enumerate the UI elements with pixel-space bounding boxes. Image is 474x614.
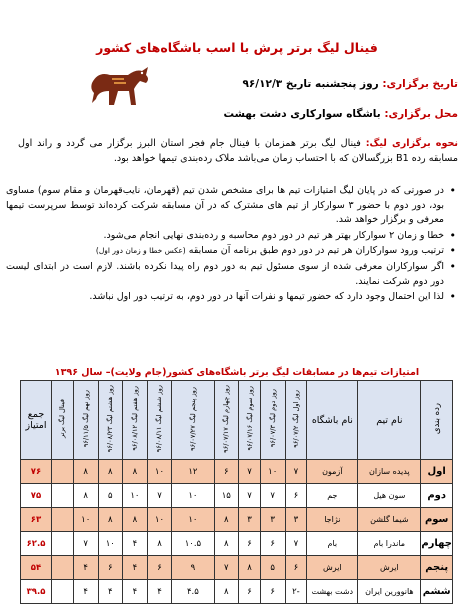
header-club: نام باشگاه [307, 381, 358, 460]
cell-round: ۴ [147, 580, 172, 604]
header-round-3: روز سوم لیگ ۹۶/۰۷/۱۶ [239, 381, 261, 460]
cell-round: ۶ [260, 532, 285, 556]
rules-list [6, 184, 458, 306]
cell-final [52, 556, 74, 580]
cell-round: ۱۰ [260, 460, 285, 484]
cell-final [52, 484, 74, 508]
header-round-6: روز ششم لیگ ۹۶/۰۸/۱۱ [147, 381, 172, 460]
header-round-1: روز اول لیگ ۹۶/۰۷/۲ [285, 381, 307, 460]
cell-round: ۴ [123, 556, 148, 580]
cell-round: ۴ [123, 532, 148, 556]
event-date [242, 78, 458, 90]
cell-team: ایرش [358, 556, 421, 580]
cell-team: ماندرا بام [358, 532, 421, 556]
cell-round: ۳ [285, 508, 307, 532]
cell-team: هانوورین ایران [358, 580, 421, 604]
cell-round: ۱۰ [147, 460, 172, 484]
cell-round: ۸ [214, 532, 239, 556]
cell-round: ۸ [98, 508, 123, 532]
header-round-2: روز دوم لیگ ۹۶/۰۷/۳ [260, 381, 285, 460]
cell-round: ۶ [98, 556, 123, 580]
cell-rank: سوم [421, 508, 453, 532]
cell-rank: ششم [421, 580, 453, 604]
document-title: فینال لیگ برتر پرش با اسب باشگاه‌های کشور [96, 40, 378, 55]
cell-total: ۶۳ [21, 508, 52, 532]
cell-round: ۸ [214, 580, 239, 604]
event-date-value: روز پنجشنبه تاریخ ۹۶/۱۲/۳ [242, 78, 379, 90]
event-venue-value: باشگاه سوارکاری دشت بهشت [223, 108, 381, 120]
table-row [21, 460, 453, 484]
table-row [21, 556, 453, 580]
cell-final [52, 532, 74, 556]
cell-round: ۴ [123, 580, 148, 604]
cell-round: ۶ [285, 484, 307, 508]
cell-team: شیما گلشن [358, 508, 421, 532]
cell-round: ۸ [147, 532, 172, 556]
cell-round: ۸ [239, 556, 261, 580]
horse-logo [84, 63, 154, 109]
cell-round: ۱۰ [73, 508, 98, 532]
header-team: نام تیم [358, 381, 421, 460]
event-venue [223, 108, 458, 120]
cell-round: ۷ [239, 460, 261, 484]
cell-round: ۸ [214, 508, 239, 532]
cell-round: ۵ [260, 556, 285, 580]
cell-round: ۱۰.۵ [172, 532, 214, 556]
header-rank: رده بندی [421, 381, 453, 460]
standings-table [20, 380, 453, 604]
header-final: فینال لیگ برتر [52, 381, 74, 460]
cell-round: ۱۰ [123, 484, 148, 508]
cell-total: ۵۴ [21, 556, 52, 580]
rule-item: • لذا این احتمال وجود دارد که حضور تیمها و نفرات آنها در دور دوم، به ترتیب دور اول نباشد. [6, 290, 444, 305]
cell-round: ۴.۵ [172, 580, 214, 604]
cell-club: بام [307, 532, 358, 556]
rule-note: (عکس خطا و زمان دور اول) [95, 246, 186, 256]
cell-total: ۶۲.۵ [21, 532, 52, 556]
cell-round: ۸ [98, 460, 123, 484]
cell-total: ۷۶ [21, 460, 52, 484]
cell-round: ۶ [260, 580, 285, 604]
header-round-5: روز پنجم لیگ ۹۶/۰۷/۲۷ [172, 381, 214, 460]
cell-round: ۷ [285, 532, 307, 556]
cell-round: ۳ [239, 508, 261, 532]
cell-round: ۶ [147, 556, 172, 580]
cell-round: ۴ [98, 580, 123, 604]
table-title: امتیازات تیم‌ها در مسابقات لیگ برتر باشگاه‌های کشور(جام ولایت)– سال ۱۳۹۶ [54, 367, 420, 378]
table-row [21, 580, 453, 604]
cell-round: ۷ [214, 556, 239, 580]
cell-club: جم [307, 484, 358, 508]
cell-round: ۶ [239, 532, 261, 556]
header-round-9: روز نهم لیگ ۹۶/۱۱/۵ [73, 381, 98, 460]
cell-rank: چهارم [421, 532, 453, 556]
rule-item [6, 244, 444, 259]
cell-rank: پنجم [421, 556, 453, 580]
cell-rank: اول [421, 460, 453, 484]
cell-rank: دوم [421, 484, 453, 508]
cell-club: آزمون [307, 460, 358, 484]
league-format-label: نحوه برگزاری لیگ: [365, 138, 458, 149]
cell-final [52, 580, 74, 604]
header-total: جمع امتیاز [21, 381, 52, 460]
cell-round: ۵ [98, 484, 123, 508]
cell-total: ۷۵ [21, 484, 52, 508]
rule-text: ترتیب ورود سوارکاران هر تیم در دور دوم طبق برنامه آن مسابقه [188, 245, 444, 257]
cell-round: ۴ [73, 580, 98, 604]
cell-round: ۱۰ [172, 484, 214, 508]
cell-club: نژاجا [307, 508, 358, 532]
event-venue-label: محل برگزاری: [384, 108, 458, 120]
cell-round: -۲ [285, 580, 307, 604]
cell-round: ۸ [73, 484, 98, 508]
header-round-8: روز هشتم لیگ ۹۶/۰۸/۲۳ [98, 381, 123, 460]
cell-round: ۸ [73, 460, 98, 484]
table-header-row [21, 381, 453, 460]
cell-round: ۷ [239, 484, 261, 508]
cell-final [52, 460, 74, 484]
rule-item: • خطا و زمان ۲ سوارکار بهتر هر تیم در دور دوم محاسبه و رده‌بندی نهایی انجام می‌شود. [6, 229, 444, 244]
header-round-4: روز چهارم لیگ ۹۶/۰۷/۱۷ [214, 381, 239, 460]
cell-round: ۶ [214, 460, 239, 484]
league-format-text: فینال لیگ برتر همزمان با فینال جام فجر استان البرز برگزار می گردد و راند اول مسابقه رده B1 بزرگسالان که با احتساب زمان می‌باشد ملاک رده‌بندی تیمها خواهد بود. [18, 138, 458, 164]
cell-round: ۳ [260, 508, 285, 532]
table-row [21, 532, 453, 556]
league-format-paragraph [18, 136, 458, 166]
event-date-label: تاریخ برگزاری: [382, 78, 458, 90]
cell-team: پدیده سازان [358, 460, 421, 484]
cell-round: ۱۰ [147, 508, 172, 532]
cell-final [52, 508, 74, 532]
cell-total: ۳۹.۵ [21, 580, 52, 604]
cell-round: ۷ [260, 484, 285, 508]
header-round-7: روز هفتم لیگ ۹۶/۰۸/۱۲ [123, 381, 148, 460]
cell-round: ۸ [123, 460, 148, 484]
cell-round: ۴ [73, 556, 98, 580]
rule-item: • در صورتی که در پایان لیگ امتیازات تیم ها برای مشخص شدن تیم (قهرمان، نایب‌قهرمان و مقام سوم) مساوی بود، دور دوم با حضور ۳ سوارکار از تیم ها‌ی مشترک که در آن مسابقه شرکت کرده‌اند توسط سرپرست تیمها معرفی و برگزار خواهد شد. [6, 184, 444, 228]
cell-club: دشت بهشت [307, 580, 358, 604]
cell-club: ایرش [307, 556, 358, 580]
cell-round: ۱۰ [172, 508, 214, 532]
table-row [21, 508, 453, 532]
cell-round: ۶ [239, 580, 261, 604]
cell-team: سون هیل [358, 484, 421, 508]
rule-item: • اگر سوارکاران معرفی شده از سوی مسئول تیم به دور دوم راه پیدا نکرده باشند. لازم است در ابتدای لیست دور دوم شرکت نمایند. [6, 260, 444, 289]
cell-round: ۱۵ [214, 484, 239, 508]
cell-round: ۷ [147, 484, 172, 508]
table-row [21, 484, 453, 508]
cell-round: ۹ [172, 556, 214, 580]
cell-round: ۷ [285, 460, 307, 484]
cell-round: ۱۲ [172, 460, 214, 484]
cell-round: ۷ [73, 532, 98, 556]
cell-round: ۶ [285, 556, 307, 580]
cell-round: ۸ [123, 508, 148, 532]
cell-round: ۱۰ [98, 532, 123, 556]
